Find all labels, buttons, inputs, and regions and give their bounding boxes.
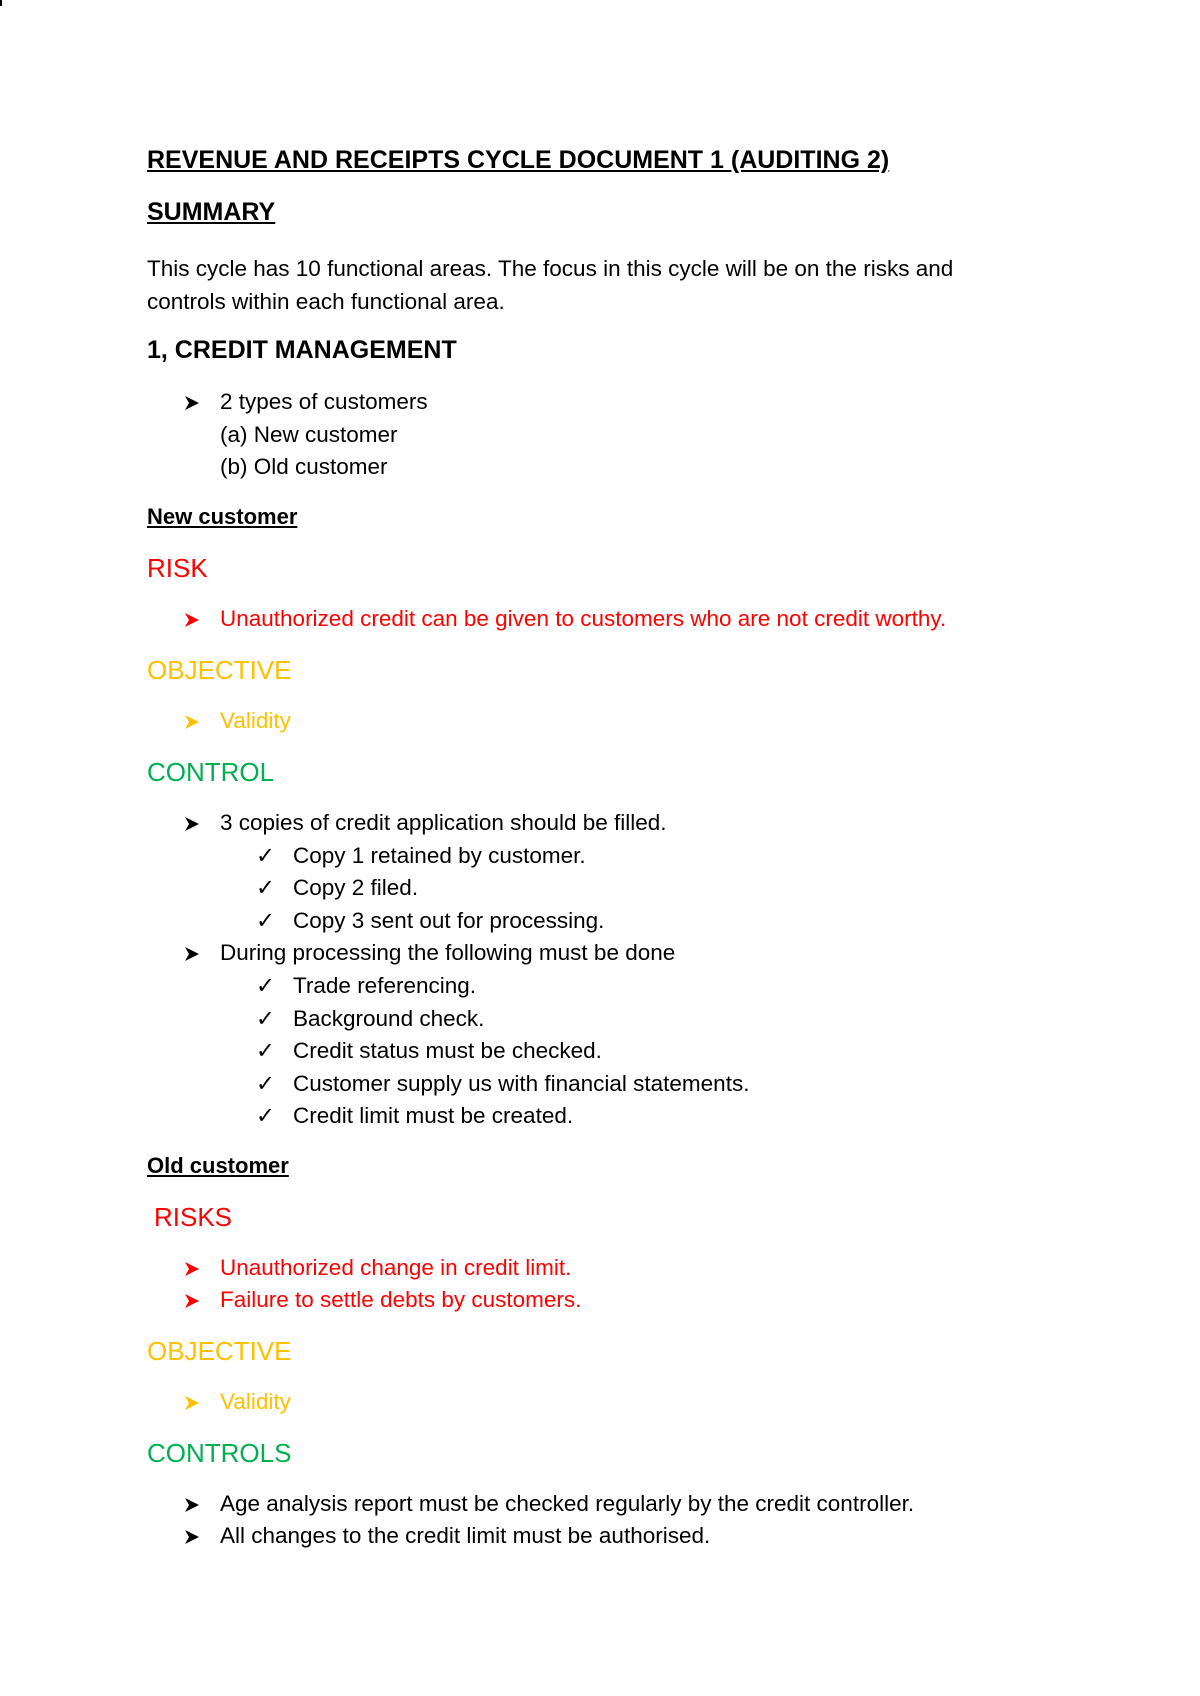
list-item [147, 1071, 1107, 1101]
new-customer-heading: New customer [147, 504, 298, 529]
list-item [147, 1255, 1107, 1285]
check-icon: ✓ [256, 1038, 275, 1063]
list-item [147, 1006, 1107, 1036]
check-icon: ✓ [256, 1071, 275, 1096]
check-icon: ✓ [256, 843, 275, 868]
list-item [147, 454, 1107, 484]
arrow-bullet-icon [184, 714, 200, 730]
list-item [147, 1038, 1107, 1068]
list-item [147, 875, 1107, 905]
old-customer-heading: Old customer [147, 1153, 289, 1178]
list-item [147, 1389, 1107, 1419]
document-title: REVENUE AND RECEIPTS CYCLE DOCUMENT 1 (AUDITING 2) [147, 146, 890, 174]
control-copy-3: Copy 3 sent out for processing. [293, 908, 605, 933]
summary-line-1: This cycle has 10 functional areas. The focus in this cycle will be on the risks and [147, 256, 954, 281]
old-customer-risk-label: RISKS [154, 1202, 233, 1232]
old-customer-control-2: All changes to the credit limit must be authorised. [220, 1523, 711, 1548]
new-customer-control-label: CONTROL [147, 757, 275, 787]
list-item [147, 1523, 1107, 1553]
old-customer-risk-1: Unauthorized change in credit limit. [220, 1255, 572, 1280]
section-heading-credit-management: 1, CREDIT MANAGEMENT [147, 336, 457, 364]
old-customer-objective-1: Validity [220, 1389, 291, 1414]
check-icon: ✓ [256, 973, 275, 998]
control-processing: During processing the following must be done [220, 940, 676, 965]
arrow-bullet-icon [184, 1261, 200, 1277]
list-item [147, 422, 1107, 452]
old-customer-control-1: Age analysis report must be checked regularly by the credit controller. [220, 1491, 915, 1516]
list-item [147, 843, 1107, 873]
arrow-bullet-icon [184, 612, 200, 628]
old-customer-risk-2: Failure to settle debts by customers. [220, 1287, 582, 1312]
check-icon: ✓ [256, 908, 275, 933]
new-customer-objective-label: OBJECTIVE [147, 655, 292, 685]
list-item [147, 940, 1107, 970]
processing-step-5: Credit limit must be created. [293, 1103, 574, 1128]
customer-type-b: (b) Old customer [220, 454, 388, 479]
check-icon: ✓ [256, 1006, 275, 1031]
control-copies: 3 copies of credit application should be filled. [220, 810, 667, 835]
processing-step-1: Trade referencing. [293, 973, 477, 998]
summary-line-2: controls within each functional area. [147, 289, 505, 314]
list-item [147, 1103, 1107, 1133]
list-item [147, 810, 1107, 840]
list-item [147, 389, 1107, 419]
arrow-bullet-icon [184, 946, 200, 962]
arrow-bullet-icon [184, 1529, 200, 1545]
list-item [147, 606, 1107, 636]
control-copy-2: Copy 2 filed. [293, 875, 419, 900]
list-item [147, 1491, 1107, 1521]
arrow-bullet-icon [184, 395, 200, 411]
new-customer-risk-label: RISK [147, 553, 208, 583]
page-corner-mark [0, 0, 2, 6]
summary-heading: SUMMARY [147, 198, 276, 226]
old-customer-control-label: CONTROLS [147, 1438, 292, 1468]
list-item [147, 908, 1107, 938]
list-item [147, 1287, 1107, 1317]
arrow-bullet-icon [184, 816, 200, 832]
processing-step-4: Customer supply us with financial statements. [293, 1071, 750, 1096]
new-customer-objective-1: Validity [220, 708, 291, 733]
arrow-bullet-icon [184, 1395, 200, 1411]
check-icon: ✓ [256, 875, 275, 900]
customer-type-a: (a) New customer [220, 422, 398, 447]
customer-types-intro: 2 types of customers [220, 389, 428, 414]
arrow-bullet-icon [184, 1497, 200, 1513]
processing-step-2: Background check. [293, 1006, 485, 1031]
old-customer-objective-label: OBJECTIVE [147, 1336, 292, 1366]
processing-step-3: Credit status must be checked. [293, 1038, 602, 1063]
list-item [147, 973, 1107, 1003]
control-copy-1: Copy 1 retained by customer. [293, 843, 586, 868]
arrow-bullet-icon [184, 1293, 200, 1309]
new-customer-risk-1: Unauthorized credit can be given to customers who are not credit worthy. [220, 606, 947, 631]
list-item [147, 708, 1107, 738]
check-icon: ✓ [256, 1103, 275, 1128]
